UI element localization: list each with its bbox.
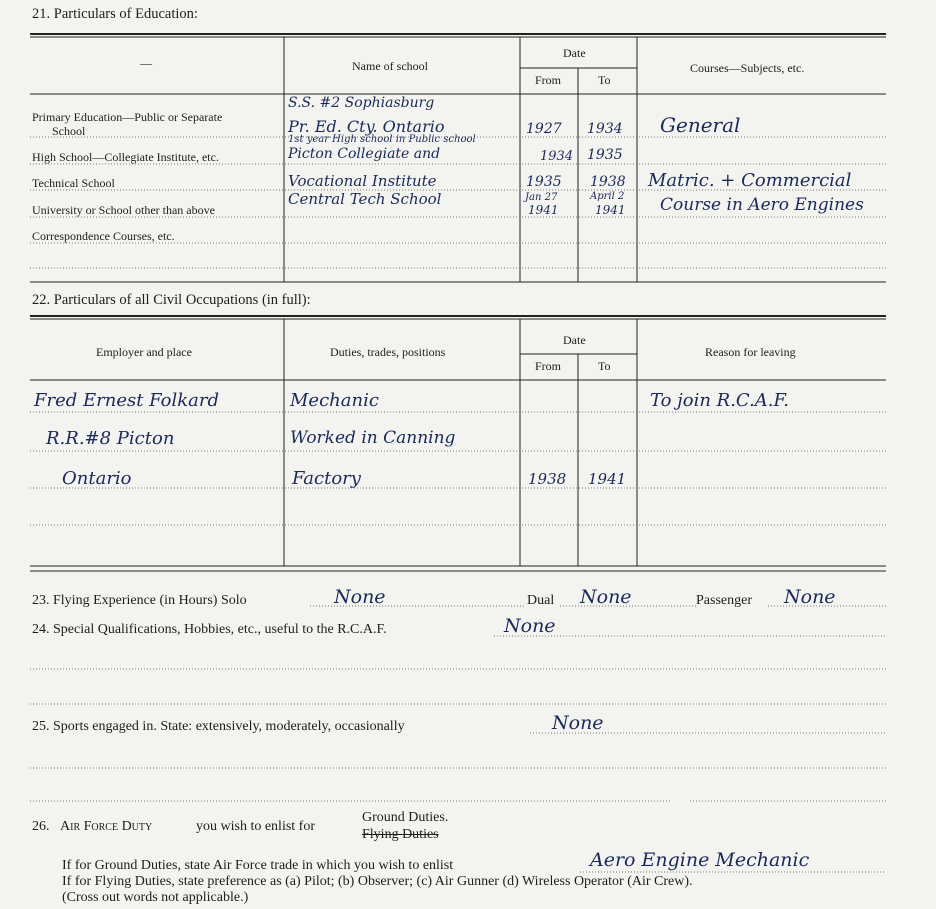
col-to: To	[598, 73, 611, 87]
hw-school-high-top: 1st year High school in Public school	[288, 134, 476, 145]
col-date-22: Date	[563, 333, 586, 347]
hw-school-primary: Pr. Ed. Cty. Ontario	[288, 117, 445, 136]
hw-to-technical: 1938	[590, 174, 626, 190]
hw-from-primary: 1927	[526, 121, 562, 137]
col-employer: Employer and place	[96, 345, 192, 359]
col-to-22: To	[598, 359, 611, 373]
row-label-university: University or School other than above	[32, 203, 215, 217]
hw-from-3: 1938	[528, 470, 567, 488]
col-name-of-school: Name of school	[352, 59, 428, 73]
hw-duties-3: Factory	[292, 468, 361, 489]
hw-from-technical: 1935	[526, 174, 562, 190]
hw-duties-1: Mechanic	[290, 390, 379, 411]
q26-ground-line: If for Ground Duties, state Air Force trade in which you wish to enlist	[62, 858, 454, 873]
hw-duties-2: Worked in Canning	[290, 428, 456, 448]
col-from: From	[535, 73, 562, 87]
hw-from-university: 1941	[528, 203, 559, 217]
hw-course-university: Course in Aero Engines	[660, 195, 864, 215]
hw-sports: None	[552, 712, 604, 734]
hw-employer-1: Fred Ernest Folkard	[34, 390, 220, 411]
q23-passenger-label: Passenger	[696, 593, 752, 608]
row-label-primary: Primary Education—Public or Separate	[32, 110, 223, 124]
hw-from-high: 1934	[540, 149, 574, 164]
hw-school-high: Picton Collegiate and	[288, 146, 441, 162]
col-dash: —	[140, 56, 152, 70]
q26-flying-line: If for Flying Duties, state preference as (a) Pilot; (b) Observer; (c) Air Gunner (d) Wireless Operator (Air Crew).	[62, 874, 693, 889]
hw-school-primary-top: S.S. #2 Sophiasburg	[288, 95, 435, 111]
hw-air-force-trade: Aero Engine Mechanic	[590, 849, 810, 871]
section-22-title: 22. Particulars of all Civil Occupations (in full):	[32, 292, 311, 308]
col-courses: Courses—Subjects, etc.	[690, 61, 805, 75]
q26-text: you wish to enlist for	[196, 819, 315, 834]
q26-title: Air Force Duty	[60, 819, 153, 834]
hw-to-university: 1941	[595, 203, 626, 217]
row-label-primary-school: School	[52, 124, 86, 138]
col-date: Date	[563, 46, 586, 60]
q26-prefix: 26.	[32, 819, 50, 834]
hw-to-primary: 1934	[587, 121, 623, 137]
q25-label: 25. Sports engaged in. State: extensively, moderately, occasionally	[32, 719, 405, 734]
hw-passenger: None	[784, 586, 836, 608]
hw-course-technical: Matric. + Commercial	[648, 170, 852, 191]
q24-label: 24. Special Qualifications, Hobbies, etc., useful to the R.C.A.F.	[32, 622, 387, 637]
section-21-title: 21. Particulars of Education:	[32, 6, 198, 22]
q23-dual-label: Dual	[527, 593, 555, 608]
col-reason: Reason for leaving	[705, 345, 796, 359]
hw-to-3: 1941	[588, 470, 627, 488]
row-label-technical: Technical School	[32, 176, 115, 190]
hw-employer-3: Ontario	[62, 468, 132, 489]
q26-ground-duties: Ground Duties.	[362, 810, 449, 825]
hw-from-university-top: Jan 27	[525, 192, 558, 203]
hw-dual: None	[580, 586, 632, 608]
hw-school-technical: Vocational Institute	[288, 172, 437, 190]
hw-course-primary: General	[660, 113, 741, 137]
hw-reason-1: To join R.C.A.F.	[650, 390, 789, 411]
hw-school-university: Central Tech School	[288, 190, 442, 208]
hw-qualifications: None	[504, 615, 556, 637]
row-label-correspondence: Correspondence Courses, etc.	[32, 229, 175, 243]
hw-to-university-top: April 2	[590, 191, 625, 202]
q26-note: (Cross out words not applicable.)	[62, 890, 249, 905]
col-duties: Duties, trades, positions	[330, 345, 446, 359]
q23-label: 23. Flying Experience (in Hours) Solo	[32, 593, 247, 608]
hw-solo: None	[334, 586, 386, 608]
col-from-22: From	[535, 359, 562, 373]
hw-employer-2: R.R.#8 Picton	[46, 428, 175, 449]
q26-flying-duties-struck: Flying Duties	[362, 827, 439, 842]
row-label-high-school: High School—Collegiate Institute, etc.	[32, 150, 219, 164]
hw-to-high: 1935	[587, 147, 623, 163]
